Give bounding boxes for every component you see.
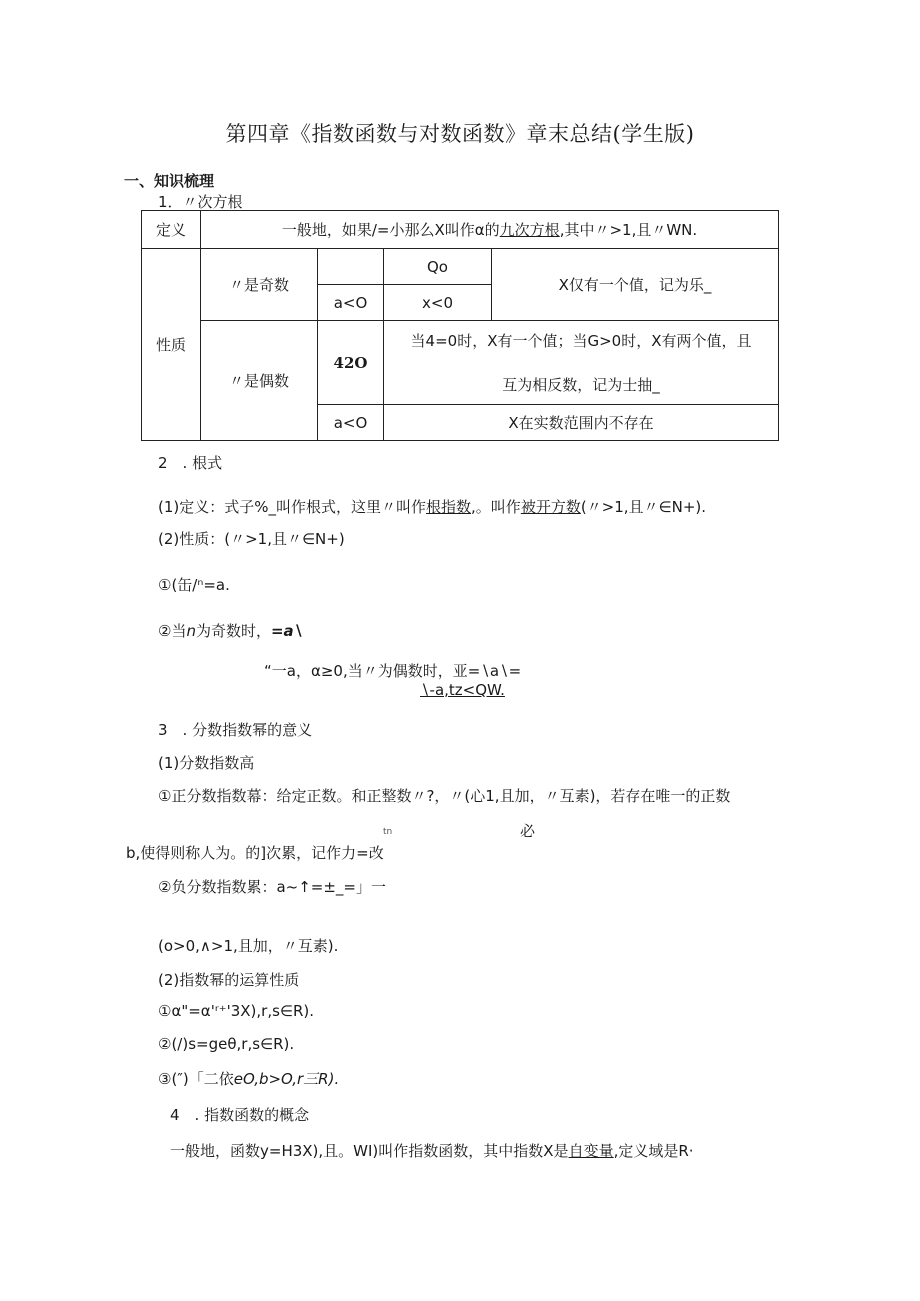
root-index-term: 根指数: [426, 498, 472, 516]
even-label: 〃是偶数: [201, 321, 318, 441]
definition-cell: [201, 211, 779, 249]
definition-label: 定义: [142, 211, 201, 249]
page-title: 第四章《指数函数与对数函数》章末总结(学生版): [225, 122, 695, 146]
radical-property-2: [158, 620, 304, 641]
subheading-exponential-function: 4 . 指数函数的概念: [170, 1106, 310, 1124]
property-label: 性质: [142, 249, 201, 441]
small-annotation-bi: 必: [520, 822, 536, 840]
odd-result: X仅有一个值，记为乐_: [492, 249, 779, 321]
even-result-line1: 当4=0时，X有一个值；当G>0时，X有两个值，且: [410, 331, 752, 350]
exponent-operation-2: ②(/)s=geθ,r,s∈R).: [158, 1035, 295, 1053]
radical-p2-text-a: ②当: [158, 622, 187, 640]
radical-property-1: ①(缶/ⁿ=a.: [158, 576, 230, 594]
radical-property-3-line1: “一a，α≥0,当〃为偶数时，亚=∖a∖=: [264, 662, 522, 680]
negative-fractional-exponent: ②负分数指数累：a~↑=±_=」一: [158, 878, 386, 896]
radical-def-text-c: (〃>1,且〃∈N+).: [580, 498, 707, 516]
even-result-cell: [384, 321, 779, 405]
even-cond-neg: a<O: [318, 405, 384, 441]
even-result-line2: 互为相反数，记为士抽_: [502, 375, 660, 394]
exponent-operation-1: ①α"=α'ʳ⁺'3X),r,s∈R).: [158, 1002, 315, 1020]
radical-def-text-b: ,。叫作: [471, 498, 521, 516]
radical-p2-n: n: [186, 622, 196, 640]
radical-p2-value: =a∖: [270, 622, 305, 640]
independent-variable-term: 自变量: [568, 1142, 614, 1160]
exponent-operations-heading: (2)指数幂的运算性质: [158, 971, 300, 989]
subheading-nth-root: 1．〃次方根: [158, 193, 243, 211]
radical-property-3-line2: ∖-a,tz<QW.: [420, 681, 505, 699]
even-result-none: X在实数范围内不存在: [384, 405, 779, 441]
definition-term: 九次方根: [499, 221, 560, 239]
exponential-function-definition: [170, 1140, 694, 1161]
definition-tail: ,其中〃>1,且〃WN.: [559, 221, 698, 239]
exponent-op3-text-a: ③(″)「二依: [158, 1070, 234, 1088]
even-cond-nonneg: 42O: [318, 321, 384, 405]
odd-cond-b: a<O: [318, 285, 384, 321]
odd-cond-a: Qo: [384, 249, 492, 285]
fractional-exponent-heading: (1)分数指数高: [158, 754, 255, 772]
small-annotation-tn: tn: [383, 827, 393, 837]
radicand-term: 被开方数: [520, 498, 581, 516]
exponent-operation-3: [158, 1068, 339, 1089]
radical-def-text-a: (1)定义：式子%_叫作根式，这里〃叫作: [158, 498, 427, 516]
positive-fractional-exponent-cont: b,使得则称人为。的]次累，记作力=改: [126, 844, 384, 862]
expfn-text-a: 一般地，函数y=H3X),且。WI)叫作指数函数，其中指数X是: [170, 1142, 569, 1160]
section-heading-knowledge: 一、知识梳理: [124, 172, 215, 190]
expfn-text-b: ,定义域是R·: [613, 1142, 694, 1160]
subheading-radical: 2 . 根式: [158, 454, 223, 472]
definition-text: 一般地，如果/=小那么X叫作α的: [281, 221, 500, 239]
exponent-op3-text-b: eO,b>O,r三R).: [233, 1070, 340, 1088]
radical-definition: [158, 496, 706, 517]
radical-properties: (2)性质：(〃>1,且〃∈N+): [158, 530, 345, 548]
negative-fractional-condition: (o>0,∧>1,且加，〃互素).: [158, 937, 339, 955]
radical-p2-text-b: 为奇数时，: [195, 622, 271, 640]
nth-root-table: [141, 210, 779, 441]
odd-label: 〃是奇数: [201, 249, 318, 321]
odd-cond-c: x<0: [384, 285, 492, 321]
positive-fractional-exponent: ①正分数指数幕：给定正数。和正整数〃?，〃(心1,且加，〃互素)，若存在唯一的正数: [158, 787, 731, 805]
odd-empty-cell: [318, 249, 384, 285]
subheading-fractional-exponent: 3 . 分数指数幂的意义: [158, 721, 313, 739]
